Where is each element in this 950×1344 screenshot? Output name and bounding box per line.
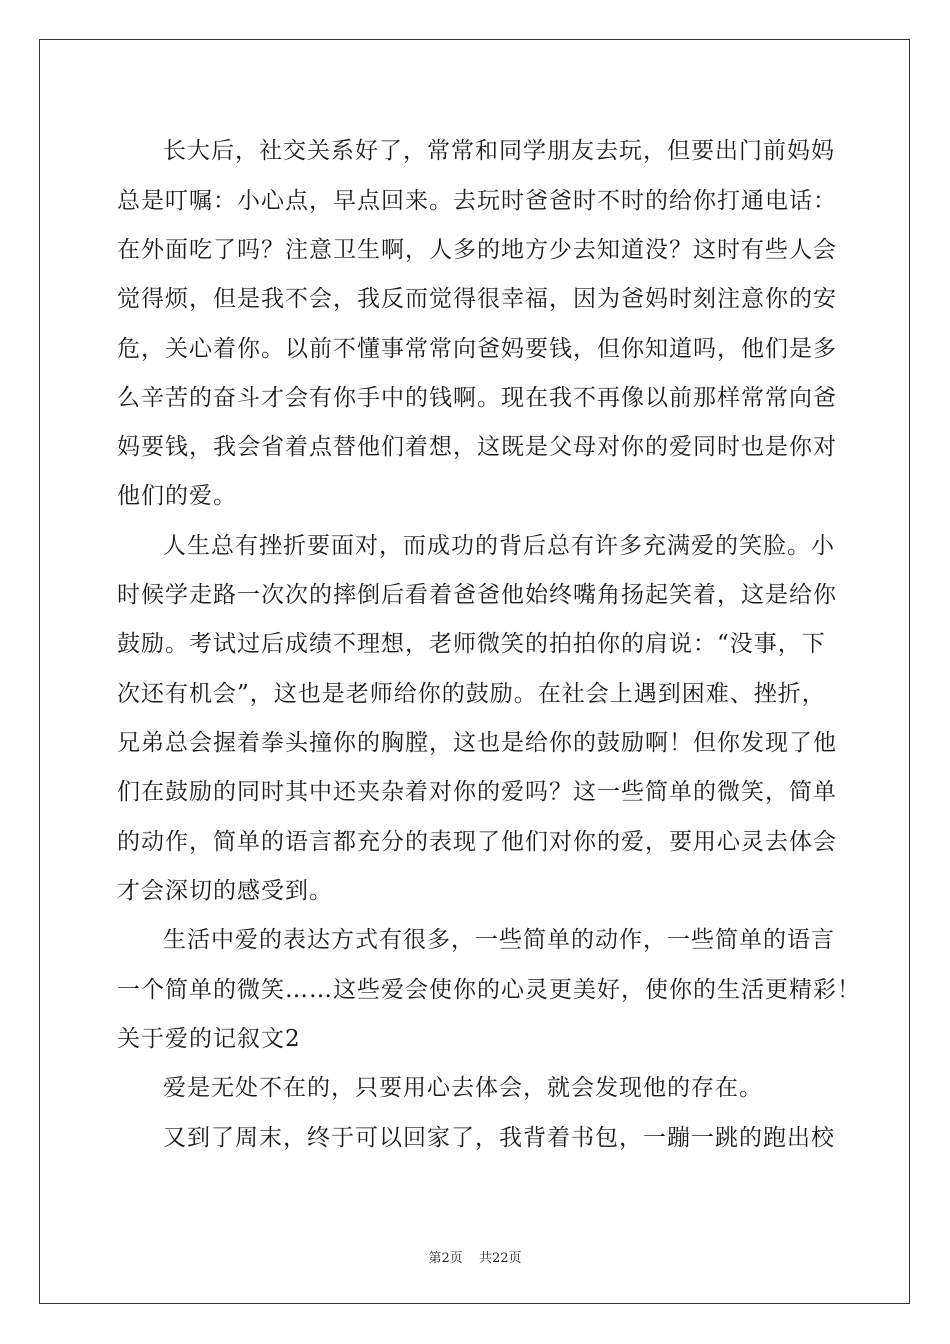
text-line: 生活中爱的表达方式有很多，一些简单的动作，一些简单的语言 [163,927,835,953]
text-line: 才会深切的感受到。 [117,878,333,904]
text-line: 次还有机会”，这也是老师给你的鼓励。在社会上遇到困难、挫折， [117,681,826,707]
text-line: 兄弟总会握着拳头撞你的胸膛，这也是给你的鼓励啊！但你发现了他 [117,730,837,756]
text-line: 一个简单的微笑……这些爱会使你的心灵更美好，使你的生活更精彩！ [117,977,861,1003]
text-line: 妈要钱，我会省着点替他们着想，这既是父母对你的爱同时也是你对 [117,434,837,460]
text-line: 又到了周末，终于可以回家了，我背着书包，一蹦一跳的跑出校 [163,1125,835,1151]
text-line: 的动作，简单的语言都充分的表现了他们对你的爱，要用心灵去体会 [117,829,837,855]
text-line: 人生总有挫折要面对，而成功的背后总有许多充满爱的笑脸。小 [163,533,835,559]
text-line: 他们的爱。 [117,483,237,509]
page-number-total: 共22页 [478,1251,522,1266]
section-heading: 关于爱的记叙文2 [117,1026,301,1052]
text-line: 们在鼓励的同时其中还夹杂着对你的爱吗？这一些简单的微笑，简单 [117,779,837,805]
text-line: 么辛苦的奋斗才会有你手中的钱啊。现在我不再像以前那样常常向爸 [117,385,837,411]
text-line: 觉得烦，但是我不会，我反而觉得很幸福，因为爸妈时刻注意你的安 [117,286,837,312]
text-line: 危，关心着你。以前不懂事常常向爸妈要钱，但你知道吗，他们是多 [117,336,837,362]
page-footer [0,1247,950,1266]
text-line: 爱是无处不在的，只要用心去体会，就会发现他的存在。 [163,1075,763,1101]
page-border [39,39,910,1304]
page-number-current: 第2页 [428,1251,463,1266]
text-line: 总是叮嘱：小心点，早点回来。去玩时爸爸时不时的给你打通电话： [117,188,837,214]
text-line: 鼓励。考试过后成绩不理想，老师微笑的拍拍你的肩说：“没事，下 [117,631,826,657]
text-line: 在外面吃了吗？注意卫生啊，人多的地方少去知道没？这时有些人会 [117,237,837,263]
text-line: 时候学走路一次次的摔倒后看着爸爸他始终嘴角扬起笑着，这是给你 [117,582,837,608]
text-line: 长大后，社交关系好了，常常和同学朋友去玩，但要出门前妈妈 [163,138,835,164]
